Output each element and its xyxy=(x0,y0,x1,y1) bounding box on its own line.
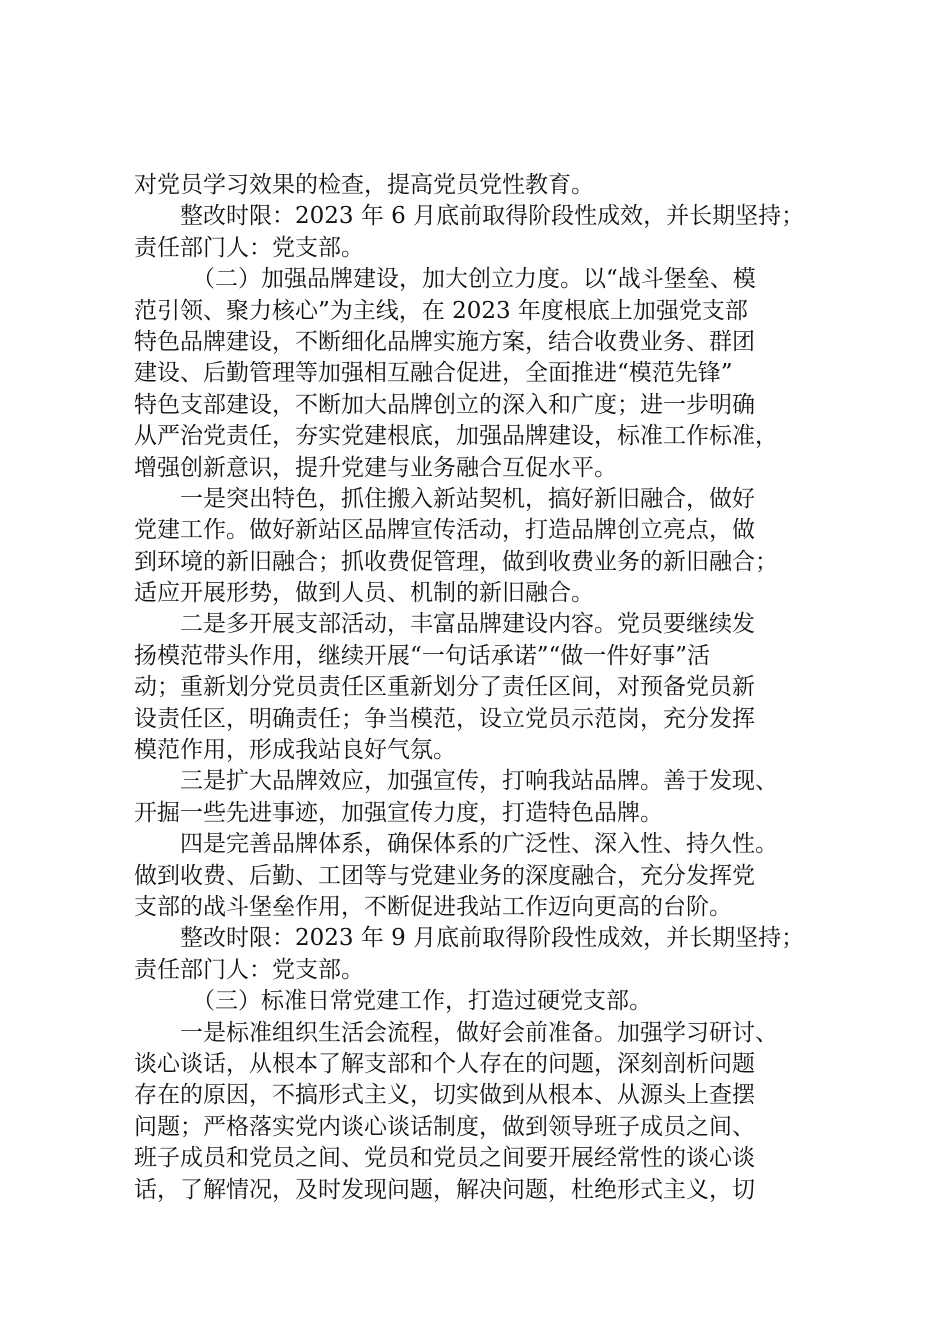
text-line: 责任部门人：党支部。 xyxy=(134,956,364,983)
text-line: 增强创新意识，提升党建与业务融合互促水平。 xyxy=(134,454,617,481)
text-line: 班子成员和党员之间、党员和党员之间要开展经常性的谈心谈 xyxy=(134,1145,755,1172)
text-line: 范引领、聚力核心”为主线，在 2023 年度根底上加强党支部 xyxy=(134,297,748,324)
text-line: 建设、后勤管理等加强相互融合促进，全面推进“模范先锋” xyxy=(134,360,733,387)
text-line: 一是标准组织生活会流程，做好会前准备。加强学习研讨、 xyxy=(180,1019,778,1046)
text-line: 对党员学习效果的检查，提高党员党性教育。 xyxy=(134,172,594,198)
text-line: 四是完善品牌体系，确保体系的广泛性、深入性、持久性。 xyxy=(180,831,778,858)
text-line: 二是多开展支部活动，丰富品牌建设内容。党员要继续发 xyxy=(180,611,755,638)
text-line: 模范作用，形成我站良好气氛。 xyxy=(134,737,456,764)
text-line: 扬模范带头作用，继续开展“一句话承诺”“做一件好事”活 xyxy=(134,642,711,669)
text-line: 党建工作。做好新站区品牌宣传活动，打造品牌创立亮点，做 xyxy=(134,517,755,544)
text-line: 责任部门人：党支部。 xyxy=(134,234,364,261)
text-line: 存在的原因，不搞形式主义，切实做到从根本、从源头上查摆 xyxy=(134,1082,755,1109)
text-line: 三是扩大品牌效应，加强宣传，打响我站品牌。善于发现、 xyxy=(180,768,778,795)
text-line: 设责任区，明确责任；争当模范，设立党员示范岗，充分发挥 xyxy=(134,705,755,732)
text-line: 一是突出特色，抓住搬入新站契机，搞好新旧融合，做好 xyxy=(180,485,755,512)
text-line: 做到收费、后勤、工团等与党建业务的深度融合，充分发挥党 xyxy=(134,862,755,889)
text-line: 问题；严格落实党内谈心谈话制度，做到领导班子成员之间、 xyxy=(134,1113,755,1140)
text-line: 从严治党责任，夯实党建根底，加强品牌建设，标准工作标准， xyxy=(134,423,778,450)
text-line: 特色支部建设，不断加大品牌创立的深入和广度；进一步明确 xyxy=(134,391,755,418)
text-line: 整改时限：2023 年 9 月底前取得阶段性成效，并长期坚持； xyxy=(180,925,805,952)
document-body xyxy=(134,170,834,1206)
text-line: 支部的战斗堡垒作用，不断促进我站工作迈向更高的台阶。 xyxy=(134,893,732,920)
text-line: 整改时限：2023 年 6 月底前取得阶段性成效，并长期坚持； xyxy=(180,203,805,230)
text-line: 动；重新划分党员责任区重新划分了责任区间，对预备党员新 xyxy=(134,674,755,701)
text-line: 开掘一些先进事迹，加强宣传力度，打造特色品牌。 xyxy=(134,799,663,826)
section-heading: （二）加强品牌建设，加大创立力度。以“战斗堡垒、模 xyxy=(192,266,756,293)
text-line: 谈心谈话，从根本了解支部和个人存在的问题，深刻剖析问题 xyxy=(134,1050,755,1077)
section-heading: （三）标准日常党建工作，打造过硬党支部。 xyxy=(192,988,652,1015)
text-line: 适应开展形势，做到人员、机制的新旧融合。 xyxy=(134,580,594,607)
text-line: 到环境的新旧融合；抓收费促管理，做到收费业务的新旧融合； xyxy=(134,548,778,575)
text-line: 特色品牌建设，不断细化品牌实施方案，结合收费业务、群团 xyxy=(134,328,755,355)
text-line: 话，了解情况，及时发现问题，解决问题，杜绝形式主义，切 xyxy=(134,1176,755,1203)
